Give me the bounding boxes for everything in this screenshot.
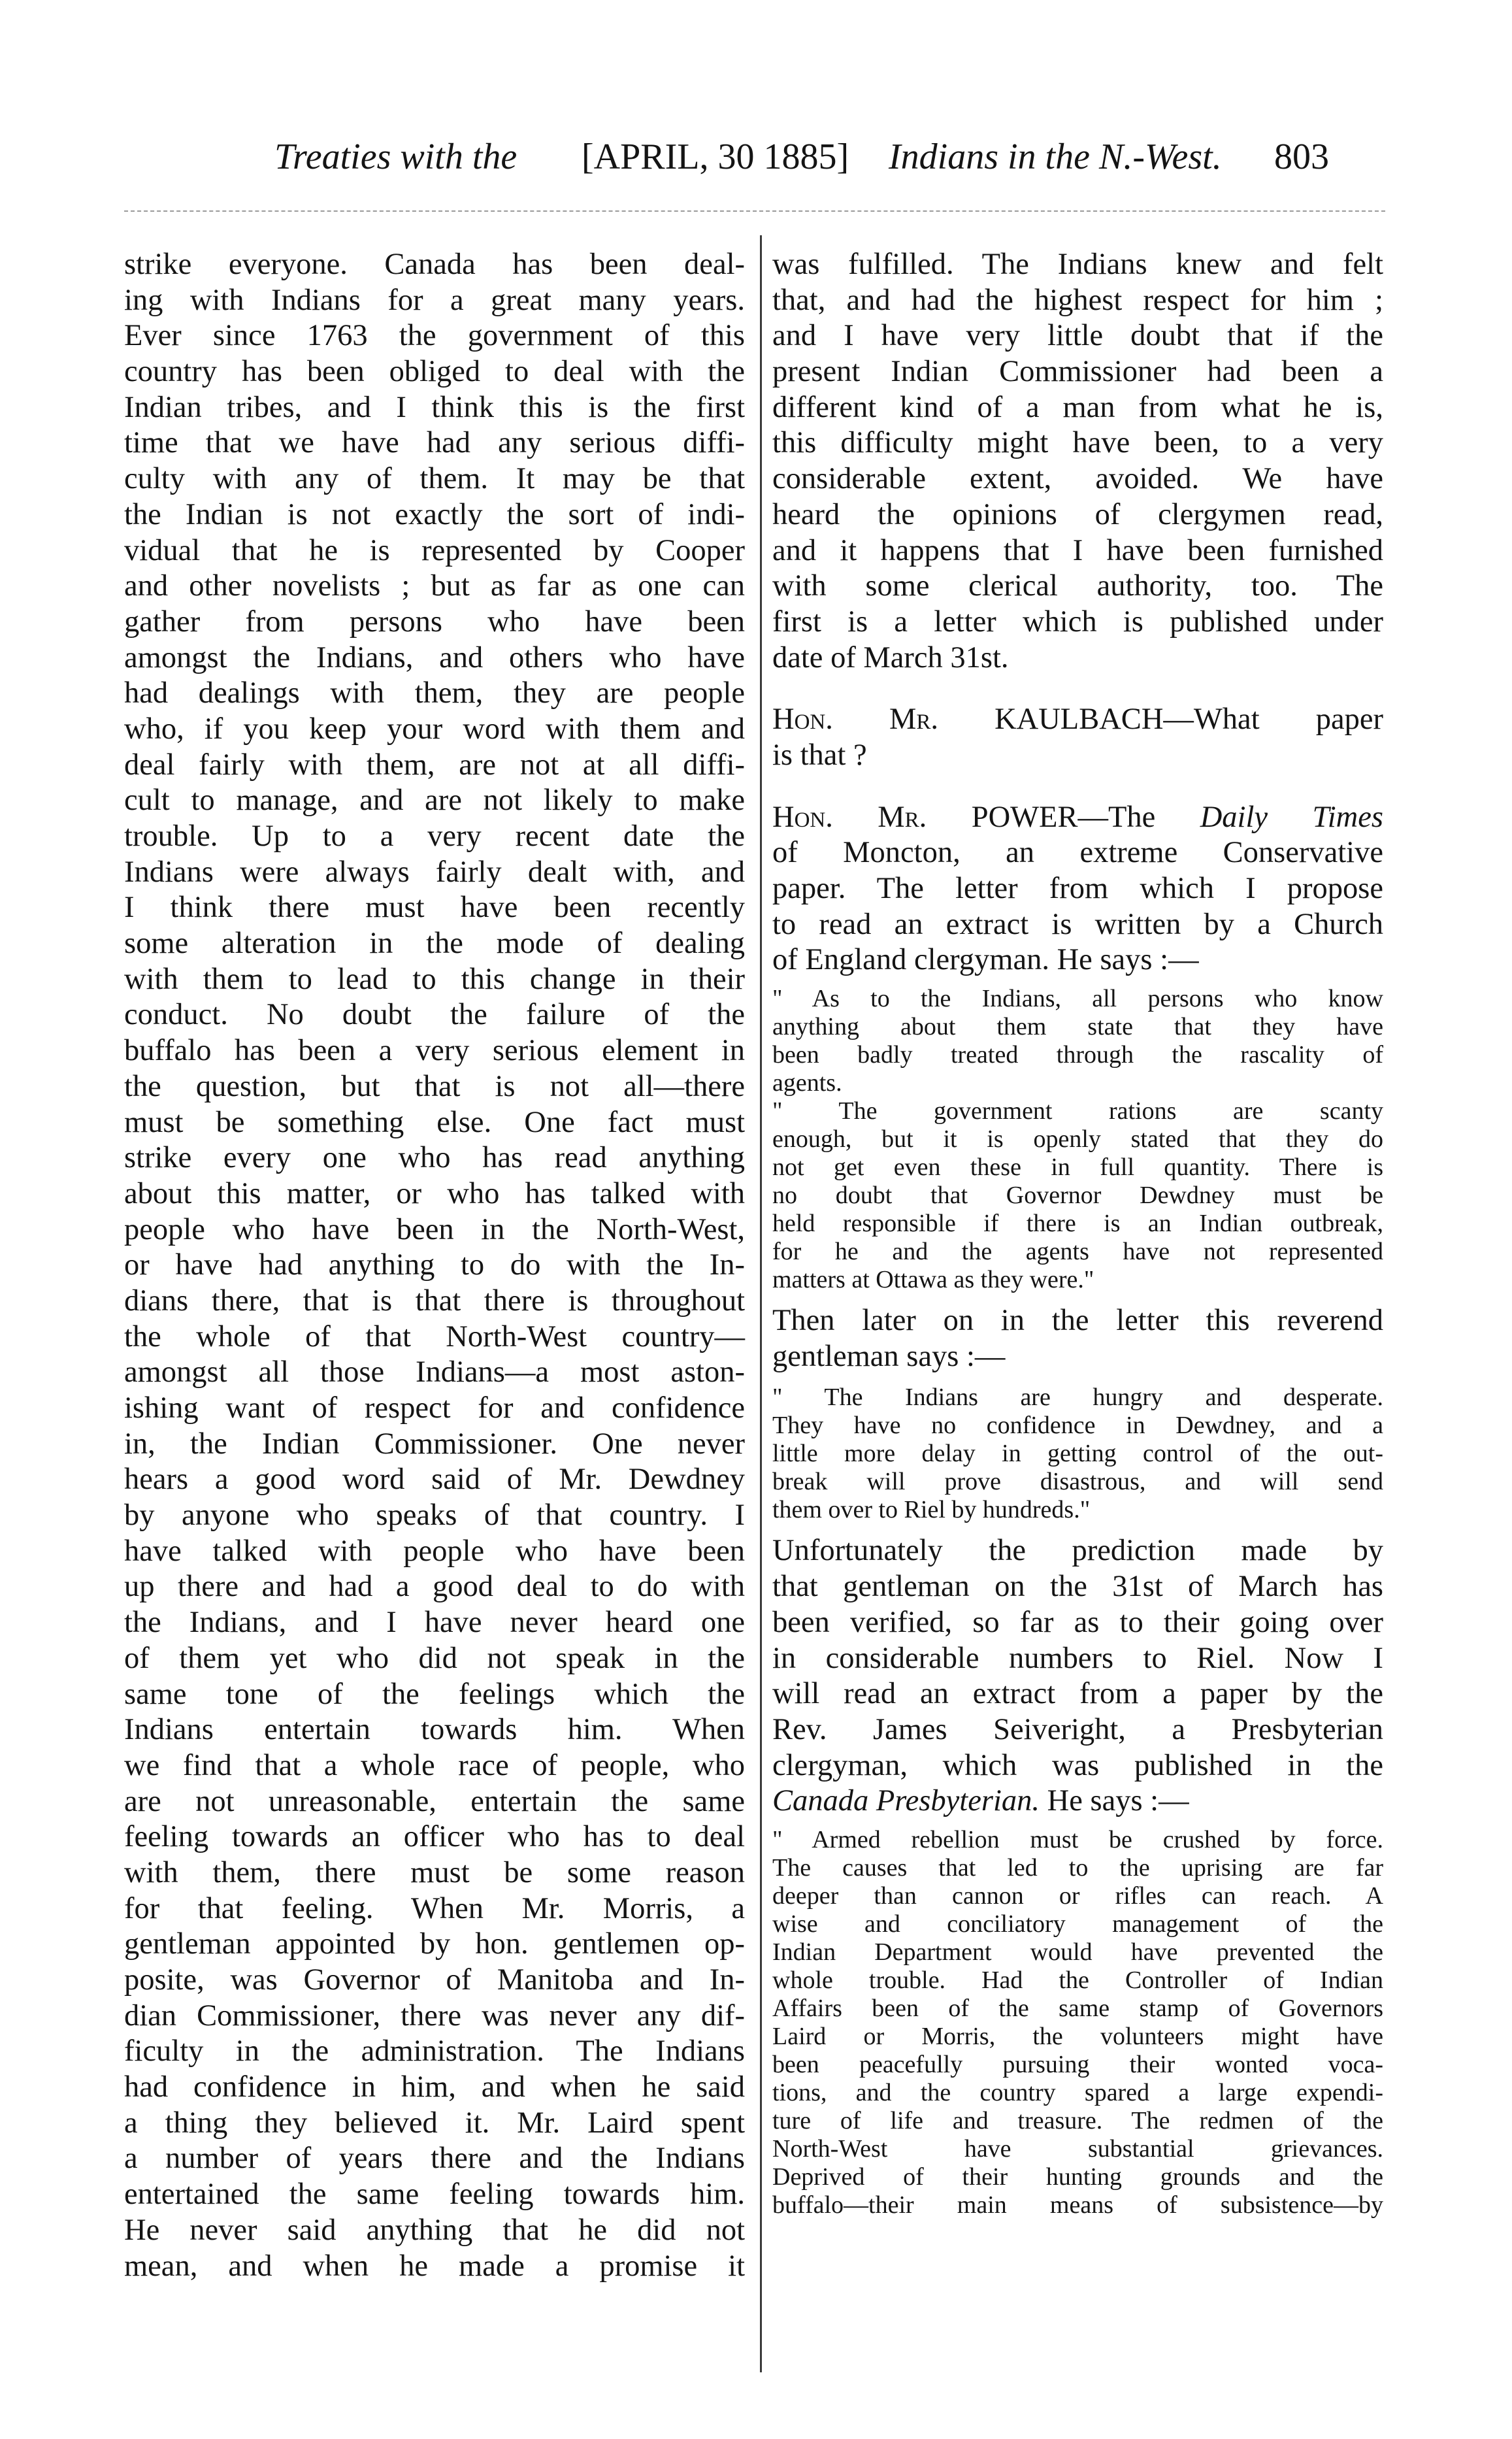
quote-line: agents. <box>772 1069 842 1097</box>
text-line: dian Commissioner, there was never any dif- <box>124 1999 745 2032</box>
quote-line: matters at Ottawa as they were." <box>772 1266 1094 1294</box>
text-line: of them yet who did not speak in the <box>124 1641 745 1675</box>
text-line: the Indian is not exactly the sort of indi- <box>124 497 745 531</box>
text-line: I think there must have been recently <box>124 891 745 925</box>
quote-line: break will prove disastrous, and will send <box>772 1468 1383 1496</box>
text-line: people who have been in the North-West, <box>124 1212 745 1246</box>
header-right: Indians in the N.-West. <box>889 137 1222 177</box>
quote-line: anything about them state that they have <box>772 1013 1383 1041</box>
power-reply <box>772 800 1383 836</box>
right-paragraph-1 <box>772 247 1383 676</box>
text-line: hears a good word said of Mr. Dewdney <box>124 1463 745 1497</box>
text-line: some alteration in the mode of dealing <box>124 927 745 961</box>
text-line: the question, but that is not all—there <box>124 1069 745 1103</box>
text-line: Indians entertain towards him. When <box>124 1713 745 1747</box>
quote-line: " The Indians are hungry and desperate. <box>772 1384 1383 1412</box>
kaulbach-text: —What paper <box>1163 703 1383 737</box>
text-line: for that feeling. When Mr. Morris, a <box>124 1891 745 1925</box>
text-line: Then later on in the letter this reverend <box>772 1304 1383 1338</box>
text-line: considerable extent, avoided. We have <box>772 462 1383 496</box>
right-paragraph-2 <box>772 1303 1383 1374</box>
quote-line: tions, and the country spared a large expendi- <box>772 2078 1383 2106</box>
quote-line: " Armed rebellion must be crushed by force. <box>772 1825 1383 1853</box>
text-line: had confidence in him, and when he said <box>124 2070 745 2104</box>
quote-line: ture of life and treasure. The redmen of the <box>772 2106 1383 2134</box>
quote-line: wise and conciliatory management of the <box>772 1910 1383 1938</box>
text-line: or have had anything to do with the In- <box>124 1248 745 1282</box>
text-line: up there and had a good deal to do with <box>124 1570 745 1604</box>
text-line: country has been obliged to deal with the <box>124 355 745 389</box>
text-line: are not unreasonable, entertain the same <box>124 1784 745 1818</box>
text-line: a thing they believed it. Mr. Laird spent <box>124 2106 745 2140</box>
quote-line: Deprived of their hunting grounds and the <box>772 2163 1383 2191</box>
text-line: to read an extract is written by a Church <box>772 907 1383 941</box>
text-line: posite, was Governor of Manitoba and In- <box>124 1963 745 1997</box>
text-line: conduct. No doubt the failure of the <box>124 998 745 1032</box>
text-line: ficulty in the administration. The Indians <box>124 2034 745 2068</box>
text-line: with some clerical authority, too. The <box>772 569 1383 603</box>
text-line: this difficulty might have been, to a very <box>772 426 1383 460</box>
text-line: He never said anything that he did not <box>124 2213 745 2247</box>
text-line: gather from persons who have been <box>124 605 745 639</box>
quote-line: not get even these in full quantity. There is <box>772 1153 1383 1182</box>
text-line: first is a letter which is published under <box>772 605 1383 639</box>
text-line: the Indians, and I have never heard one <box>124 1606 745 1640</box>
quote-line: buffalo—their main means of subsistence—by <box>772 2191 1383 2219</box>
text-line: dians there, that is that there is throughout <box>124 1284 745 1318</box>
text-line: was fulfilled. The Indians knew and felt <box>772 248 1383 281</box>
text-line: entertained the same feeling towards him. <box>124 2178 745 2212</box>
speaker-kaulbach: Hon. Mr. KAULBACH <box>772 703 1164 737</box>
speaker-power: Hon. Mr. POWER <box>772 800 1078 834</box>
text-line: deal fairly with them, are not at all diffi- <box>124 748 745 782</box>
quote-line: been badly treated through the rascality of <box>772 1041 1383 1069</box>
text-line: a number of years there and the Indians <box>124 2142 745 2176</box>
text-line: of Moncton, an extreme Conservative <box>772 836 1383 870</box>
text-line: and it happens that I have been furnished <box>772 533 1383 567</box>
text-line: will read an extract from a paper by the <box>772 1677 1383 1711</box>
quote-line: Affairs been of the same stamp of Governors <box>772 1994 1383 2022</box>
power-dash: —The <box>1077 800 1200 834</box>
text-line: Unfortunately the prediction made by <box>772 1534 1383 1568</box>
text-line: same tone of the feelings which the <box>124 1677 745 1711</box>
text-line: vidual that he is represented by Cooper <box>124 533 745 567</box>
he-says: He says :— <box>1040 1784 1189 1818</box>
text-line: have talked with people who have been <box>124 1534 745 1568</box>
left-column <box>124 247 745 2284</box>
text-line: present Indian Commissioner had been a <box>772 355 1383 389</box>
text-line: clergyman, which was published in the <box>772 1748 1383 1782</box>
text-line: we find that a whole race of people, who <box>124 1748 745 1782</box>
quote-line: little more delay in getting control of the out- <box>772 1440 1383 1468</box>
text-line: ing with Indians for a great many years. <box>124 283 745 317</box>
quote-line: " As to the Indians, all persons who know <box>772 985 1383 1013</box>
text-line: ishing want of respect for and confidence <box>124 1391 745 1425</box>
text-line: trouble. Up to a very recent date the <box>124 820 745 853</box>
quote-line: enough, but it is openly stated that they do <box>772 1125 1383 1153</box>
page-header <box>235 131 1372 183</box>
header-rule <box>124 210 1385 212</box>
quote-1 <box>772 985 1383 1294</box>
text-line: been verified, so far as to their going over <box>772 1605 1383 1639</box>
text-line: amongst the Indians, and others who have <box>124 640 745 674</box>
page-number: 803 <box>1274 137 1329 177</box>
quote-line: Indian Department would have prevented the <box>772 1938 1383 1966</box>
text-line: heard the opinions of clergymen read, <box>772 497 1383 531</box>
text-line: must be something else. One fact must <box>124 1105 745 1139</box>
text-line: strike every one who has read anything <box>124 1141 745 1175</box>
text-line: date of March 31st. <box>772 640 1009 674</box>
quote-line: " The government rations are scanty <box>772 1097 1383 1125</box>
text-line: gentleman says :— <box>772 1339 1006 1373</box>
text-line: that gentleman on the 31st of March has <box>772 1570 1383 1604</box>
text-line: feeling towards an officer who has to deal <box>124 1820 745 1854</box>
canada-presbyterian-line <box>772 1784 1383 1819</box>
kaulbach-question-end: is that ? <box>772 738 867 772</box>
quote-line: for he and the agents have not represented <box>772 1238 1383 1266</box>
quote-line: no doubt that Governor Dewdney must be <box>772 1182 1383 1210</box>
text-line: Rev. James Seiveright, a Presbyterian <box>772 1712 1383 1746</box>
paper-name-daily-times: Daily Times <box>1200 800 1383 834</box>
text-line: with them to lead to this change in their <box>124 962 745 996</box>
quote-line: The causes that led to the uprising are far <box>772 1853 1383 1882</box>
text-line: mean, and when he made a promise it <box>124 2249 745 2283</box>
kaulbach-question <box>772 702 1383 738</box>
quote-line: them over to Riel by hundreds." <box>772 1496 1091 1524</box>
quote-line: They have no confidence in Dewdney, and a <box>772 1412 1383 1440</box>
quote-line: held responsible if there is an Indian outbreak, <box>772 1210 1383 1238</box>
right-column <box>772 247 1383 2219</box>
text-line: that, and had the highest respect for him ; <box>772 283 1383 317</box>
text-line: amongst all those Indians—a most aston- <box>124 1355 745 1389</box>
text-line: about this matter, or who has talked with <box>124 1176 745 1210</box>
text-line: gentleman appointed by hon. gentlemen op- <box>124 1927 745 1961</box>
column-divider <box>760 235 762 2372</box>
text-line: time that we have had any serious diffi- <box>124 426 745 460</box>
quote-line: North-West have substantial grievances. <box>772 2134 1383 2163</box>
quote-3 <box>772 1826 1383 2219</box>
text-line: Ever since 1763 the government of this <box>124 319 745 353</box>
text-line: had dealings with them, they are people <box>124 676 745 710</box>
text-line: with them, there must be some reason <box>124 1855 745 1889</box>
power-paragraph <box>772 835 1383 978</box>
quote-2 <box>772 1384 1383 1524</box>
text-line: Indian tribes, and I think this is the first <box>124 390 745 424</box>
text-line: in considerable numbers to Riel. Now I <box>772 1641 1383 1675</box>
text-line: Indians were always fairly dealt with, and <box>124 855 745 889</box>
quote-line: been peacefully pursuing their wonted voca- <box>772 2050 1383 2078</box>
text-line: cult to manage, and are not likely to make <box>124 784 745 818</box>
quote-line: whole trouble. Had the Controller of Indian <box>772 1966 1383 1994</box>
text-line: culty with any of them. It may be that <box>124 462 745 496</box>
quote-line: deeper than cannon or rifles can reach. A <box>772 1882 1383 1910</box>
text-line: of England clergyman. He says :— <box>772 943 1199 977</box>
right-paragraph-3 <box>772 1533 1383 1784</box>
header-left: Treaties with the <box>274 137 518 177</box>
text-line: and other novelists ; but as far as one can <box>124 569 745 603</box>
text-line: who, if you keep your word with them and <box>124 712 745 746</box>
text-line: paper. The letter from which I propose <box>772 872 1383 905</box>
quote-line: Laird or Morris, the volunteers might have <box>772 2022 1383 2050</box>
text-line: strike everyone. Canada has been deal- <box>124 248 745 281</box>
text-line: by anyone who speaks of that country. I <box>124 1499 745 1533</box>
text-line: different kind of a man from what he is, <box>772 390 1383 424</box>
text-line: and I have very little doubt that if the <box>772 319 1383 353</box>
paper-name-canada-presbyterian: Canada Presbyterian. <box>772 1784 1040 1818</box>
text-line: buffalo has been a very serious element in <box>124 1034 745 1068</box>
header-date: [APRIL, 30 1885] <box>582 137 849 177</box>
text-line: the whole of that North-West country— <box>124 1319 745 1353</box>
text-line: in, the Indian Commissioner. One never <box>124 1427 745 1461</box>
